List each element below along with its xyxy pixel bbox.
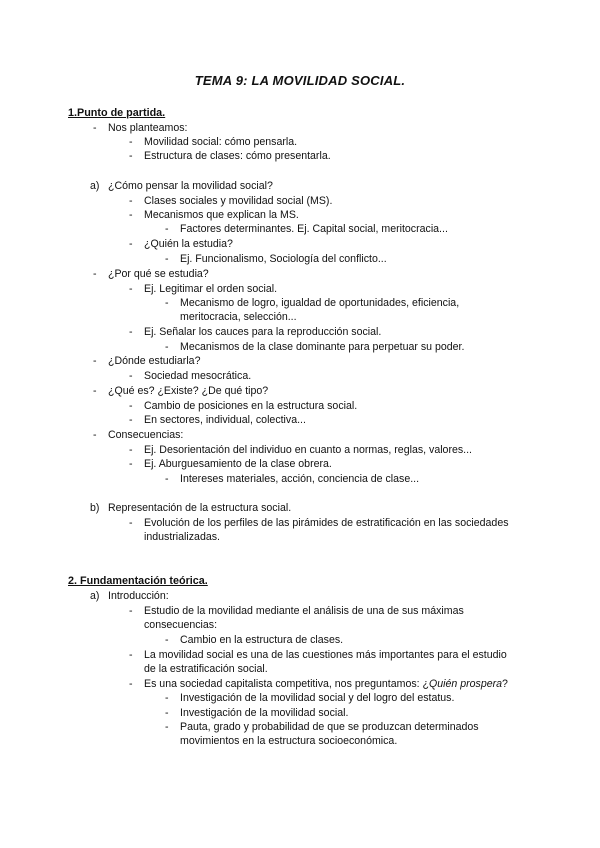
section-1-intro: Nos planteamos: xyxy=(108,122,188,134)
list-marker: a) xyxy=(90,590,100,602)
list-item: Ej. Legitimar el orden social. xyxy=(144,283,278,295)
document-title: TEMA 9: LA MOVILIDAD SOCIAL. xyxy=(194,73,406,88)
bullet-dash: - xyxy=(129,400,133,412)
list-item-continuation: industrializadas. xyxy=(144,531,220,543)
bullet-dash: - xyxy=(129,209,133,221)
question-prefix: Es una sociedad capitalista competitiva, nos preguntamos: ¿ xyxy=(144,678,430,690)
bullet-dash: - xyxy=(165,692,169,704)
list-item: Ej. Funcionalismo, Sociología del conflicto... xyxy=(180,253,387,265)
list-item: Consecuencias: xyxy=(108,429,184,441)
list-item-continuation: meritocracia, selección... xyxy=(180,311,297,323)
question-suffix: ? xyxy=(502,678,508,690)
list-item: ¿Quién la estudia? xyxy=(144,238,233,250)
list-item: Evolución de los perfiles de las pirámides de estratificación en las sociedades xyxy=(144,517,509,529)
list-item: ¿Dónde estudiarla? xyxy=(108,355,201,367)
bullet-dash: - xyxy=(165,721,169,733)
list-item: Ej. Desorientación del individuo en cuanto a normas, reglas, valores... xyxy=(144,444,472,456)
list-marker: a) xyxy=(90,180,100,192)
list-item: Pauta, grado y probabilidad de que se produzcan determinados xyxy=(180,721,479,733)
list-item: Clases sociales y movilidad social (MS). xyxy=(144,195,333,207)
list-item: Cambio en la estructura de clases. xyxy=(180,634,344,646)
bullet-dash: - xyxy=(93,429,97,441)
list-item: En sectores, individual, colectiva... xyxy=(144,414,306,426)
bullet-dash: - xyxy=(129,136,133,148)
list-item: Mecanismo de logro, igualdad de oportunidades, eficiencia, xyxy=(180,297,460,309)
bullet-dash: - xyxy=(165,473,169,485)
bullet-dash: - xyxy=(129,605,133,617)
list-item: Investigación de la movilidad social y del logro del estatus. xyxy=(180,692,455,704)
bullet-dash: - xyxy=(129,150,133,162)
subsection-a-label: ¿Cómo pensar la movilidad social? xyxy=(108,180,273,192)
bullet-dash: - xyxy=(129,326,133,338)
list-item-continuation: consecuencias: xyxy=(144,619,218,631)
list-item xyxy=(144,678,508,691)
subsection-b-label: Representación de la estructura social. xyxy=(108,502,292,514)
list-item: ¿Por qué se estudia? xyxy=(108,268,209,280)
section-1-heading: 1.Punto de partida. xyxy=(68,107,166,119)
bullet-dash: - xyxy=(93,385,97,397)
bullet-dash: - xyxy=(129,517,133,529)
bullet-dash: - xyxy=(129,649,133,661)
list-item: Intereses materiales, acción, conciencia de clase... xyxy=(180,473,420,485)
list-item: Sociedad mesocrática. xyxy=(144,370,252,382)
section-2-heading: 2. Fundamentación teórica. xyxy=(68,575,208,587)
list-item: Estructura de clases: cómo presentarla. xyxy=(144,150,331,162)
list-item: La movilidad social es una de las cuestiones más importantes para el estudio xyxy=(144,649,507,661)
bullet-dash: - xyxy=(93,355,97,367)
bullet-dash: - xyxy=(129,444,133,456)
bullet-dash: - xyxy=(165,341,169,353)
bullet-dash: - xyxy=(129,458,133,470)
bullet-dash: - xyxy=(129,370,133,382)
list-item: Ej. Aburguesamiento de la clase obrera. xyxy=(144,458,332,470)
bullet-dash: - xyxy=(129,238,133,250)
bullet-dash: - xyxy=(165,223,169,235)
list-item: Ej. Señalar los cauces para la reproducción social. xyxy=(144,326,382,338)
list-item: ¿Qué es? ¿Existe? ¿De qué tipo? xyxy=(108,385,269,397)
list-item: Cambio de posiciones en la estructura social. xyxy=(144,400,358,412)
list-item: Investigación de la movilidad social. xyxy=(180,707,349,719)
question-italic: Quién prospera xyxy=(429,678,503,690)
bullet-dash: - xyxy=(129,678,133,690)
list-item-continuation: movimientos en la estructura socioeconómica. xyxy=(180,735,398,747)
bullet-dash: - xyxy=(165,297,169,309)
bullet-dash: - xyxy=(129,283,133,295)
bullet-dash: - xyxy=(165,634,169,646)
list-item-continuation: de la estratificación social. xyxy=(144,663,268,675)
list-item: Estudio de la movilidad mediante el análisis de una de sus máximas xyxy=(144,605,464,617)
list-item: Mecanismos de la clase dominante para perpetuar su poder. xyxy=(180,341,465,353)
bullet-dash: - xyxy=(165,707,169,719)
list-item: Factores determinantes. Ej. Capital social, meritocracia... xyxy=(180,223,448,235)
list-item: Movilidad social: cómo pensarla. xyxy=(144,136,298,148)
list-marker: b) xyxy=(90,502,100,514)
bullet-dash: - xyxy=(93,268,97,280)
bullet-dash: - xyxy=(165,253,169,265)
bullet-dash: - xyxy=(93,122,97,134)
bullet-dash: - xyxy=(129,195,133,207)
list-item: Mecanismos que explican la MS. xyxy=(144,209,299,221)
subsection-a-label: Introducción: xyxy=(108,590,169,602)
bullet-dash: - xyxy=(129,414,133,426)
